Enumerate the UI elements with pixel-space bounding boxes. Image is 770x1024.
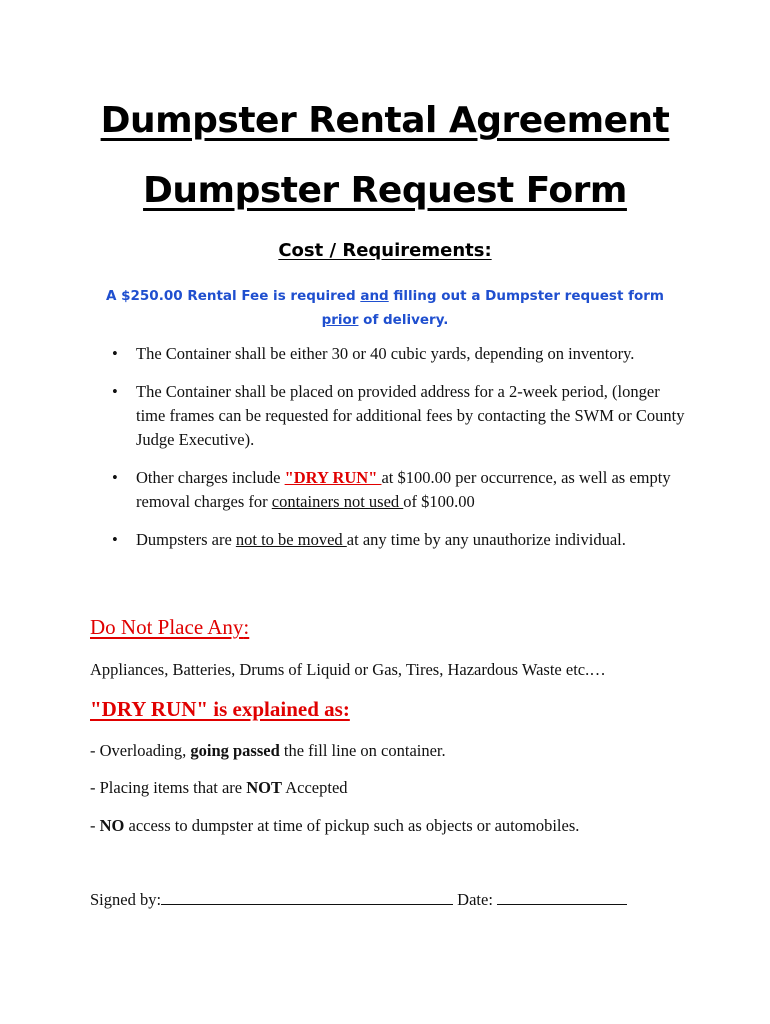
dry-run-item-bold: going passed — [190, 741, 280, 760]
rental-fee-notice — [80, 284, 690, 332]
requirement-text-end: at any time by any unauthorize individual. — [346, 530, 626, 549]
dry-run-item-pre: - — [90, 816, 100, 835]
requirement-item — [110, 528, 690, 552]
requirements-list — [110, 342, 690, 566]
do-not-place-colon: : — [243, 615, 250, 639]
not-to-be-moved: not to be moved — [235, 530, 347, 549]
dry-run-heading: "DRY RUN" is explained as: — [90, 697, 350, 721]
requirement-item — [110, 380, 690, 452]
requirement-text-mid: at $100.00 per occurrence, as well as empty removal charges for — [136, 468, 671, 511]
dry-run-item-bold: NO — [99, 816, 125, 835]
bullet-icon: • — [112, 468, 118, 487]
do-not-place-heading — [90, 615, 249, 640]
requirement-text-pre: Other charges include — [136, 468, 285, 487]
dry-run-item — [90, 778, 710, 798]
do-not-place-label: Do Not Place Any — [90, 615, 244, 639]
requirement-text-pre: Dumpsters are — [136, 530, 236, 549]
dry-run-item-pre: - Placing items that are — [90, 778, 247, 797]
dry-run-item-end: the fill line on container. — [279, 741, 446, 760]
signed-by-label: Signed by: — [90, 890, 162, 909]
signature-row — [90, 890, 650, 910]
bullet-icon: • — [112, 382, 118, 401]
requirement-text: The Container shall be placed on provided address for a 2-week period, (longer time frames can be requested for additional fees by contacting the SWM or County Judge Executive). — [136, 382, 685, 449]
fee-text-3: of delivery. — [358, 312, 449, 328]
date-label: Date: — [453, 890, 498, 909]
requirement-text-end: of $100.00 — [403, 492, 475, 511]
containers-not-used: containers not used — [271, 492, 404, 511]
requirement-item — [110, 342, 690, 366]
dry-run-item — [90, 816, 710, 836]
fee-prior: prior — [321, 312, 359, 328]
requirement-text: The Container shall be either 30 or 40 cubic yards, depending on inventory. — [136, 344, 635, 363]
dry-run-item — [90, 741, 710, 761]
prohibited-items: Appliances, Batteries, Drums of Liquid or Gas, Tires, Hazardous Waste etc.… — [90, 660, 606, 679]
bullet-icon: • — [112, 344, 118, 363]
dry-run-item-pre: - Overloading, — [90, 741, 191, 760]
signature-line[interactable] — [161, 890, 453, 905]
dry-run-item-bold: NOT — [246, 778, 283, 797]
fee-text-1: A $250.00 Rental Fee is required — [105, 288, 361, 304]
cost-requirements-heading: Cost / Requirements: — [278, 240, 492, 261]
request-form-title: Dumpster Request Form — [143, 170, 627, 211]
requirement-item — [110, 466, 690, 514]
bullet-icon: • — [112, 530, 118, 549]
dry-run-item-end: Accepted — [282, 778, 348, 797]
fee-and: and — [360, 288, 389, 304]
agreement-title: Dumpster Rental Agreement — [100, 100, 670, 141]
dry-run-item-end: access to dumpster at time of pickup such as objects or automobiles. — [124, 816, 580, 835]
date-line[interactable] — [497, 890, 627, 905]
dry-run-term: "DRY RUN" — [284, 468, 382, 487]
fee-text-2: filling out a Dumpster request form — [388, 288, 664, 304]
